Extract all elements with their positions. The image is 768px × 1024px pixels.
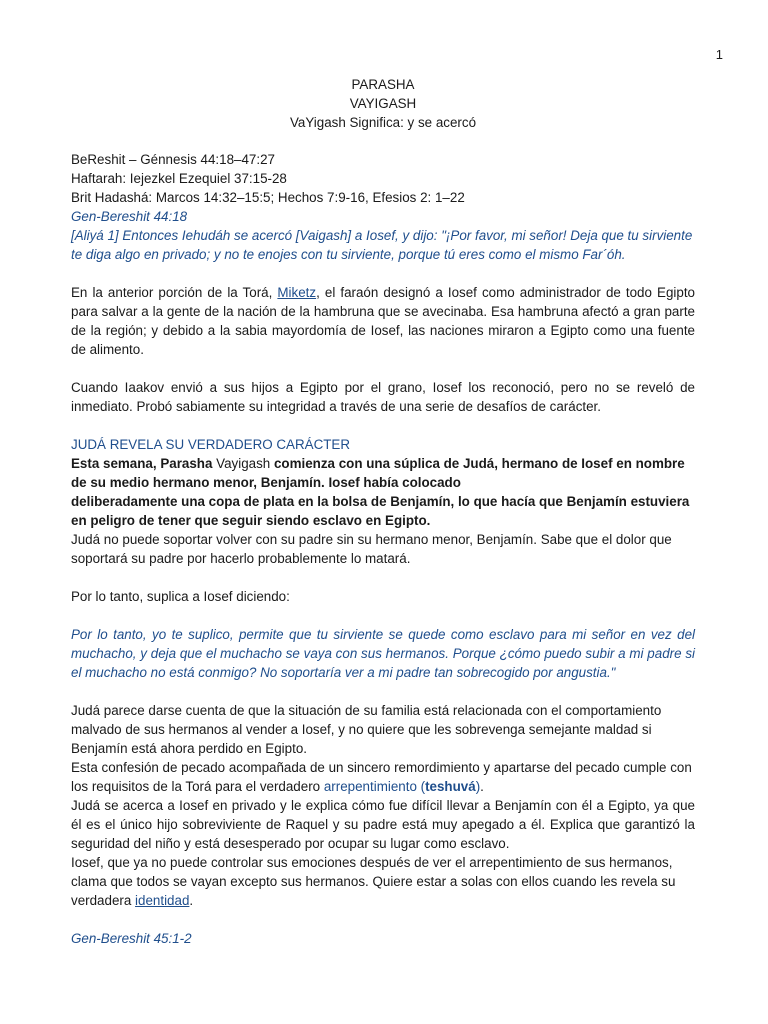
- paragraph-bold-intro: [71, 454, 695, 492]
- arrepentimiento-word: arrepentimiento (: [323, 779, 426, 794]
- paragraph-identidad: [71, 853, 695, 910]
- paragraph-juda-padre: Judá no puede soportar volver con su padre sin su hermano menor, Benjamín. Sabe que el dolor que soportará su padre por hacerlo probablemente lo matará.: [71, 532, 672, 566]
- section-heading: JUDÁ REVELA SU VERDADERO CARÁCTER: [71, 437, 351, 452]
- miketz-link[interactable]: Miketz: [277, 285, 317, 300]
- paragraph-confesion: [71, 758, 695, 796]
- reading-bereshit: BeReshit – Génnesis 44:18–47:27: [71, 152, 275, 167]
- title-parasha: PARASHA: [351, 77, 415, 92]
- title-meaning: VaYigash Significa: y se acercó: [289, 115, 477, 130]
- title-block: [71, 75, 695, 132]
- document-body: [71, 75, 695, 948]
- paragraph-miketz-after: , el faraón designó a Iosef como administrador de todo Egipto para salvar a la gente de la nación de la hambruna que se avecinaba. Esa hambruna afectó a gran parte de la región; y debido a la sabia mayordomía de Iosef, las naciones miraron a Egipto como una fuente de alimento.: [71, 285, 695, 357]
- identidad-link[interactable]: identidad: [135, 893, 190, 908]
- verse-text-2: Por lo tanto, yo te suplico, permite que tu sirviente se quede como esclavo para mi señor en vez del muchacho, y deja que el muchacho se vaya con sus hermanos. Porque ¿cómo puedo subir a mi padre si el muchacho no está conmigo? No soportaría ver a mi padre tan sobrecogido por angustia.": [71, 627, 695, 680]
- verse-text-1: [Aliyá 1] Entonces Iehudáh se acercó [Vaigash] a Iosef, y dijo: "¡Por favor, mi señor! Deja que tu sirviente te diga algo en privado; y no te enojes con tu sirviente, porque tú eres como el mismo Far´óh.: [71, 228, 693, 262]
- reading-haftarah: Haftarah: Iejezkel Ezequiel 37:15-28: [71, 171, 287, 186]
- readings-list: [71, 150, 695, 207]
- paragraph-bold-copa: deliberadamente una copa de plata en la bolsa de Benjamín, lo que hacía que Benjamín estuviera en peligro de tener que seguir siendo esclavo en Egipto.: [71, 494, 690, 528]
- paragraph-miketz-before: En la anterior porción de la Torá,: [71, 285, 278, 300]
- term-close: ): [475, 779, 481, 794]
- paragraph-juda-situacion: Judá parece darse cuenta de que la situación de su familia está relacionada con el comportamiento malvado de sus hermanos al vender a Iosef, y no quiere que les sobrevenga semejante maldad si Benjamín está ahora perdido en Egipto.: [71, 703, 662, 756]
- paragraph-suplica: Por lo tanto, suplica a Iosef diciendo:: [71, 589, 290, 604]
- bold-text-1: Esta semana, Parasha: [71, 456, 217, 471]
- paragraph-privado: Judá se acerca a Iosef en privado y le explica cómo fue difícil llevar a Benjamín con él a Egipto, ya que él es el único hijo sobreviviente de Raquel y su padre está muy apegado a él. Explica que garantizó la seguridad del niño y está desesperado por ocupar su lugar como esclavo.: [71, 798, 695, 851]
- verse-reference-1: Gen-Bereshit 44:18: [71, 209, 188, 224]
- paragraph-miketz: [71, 283, 695, 359]
- page-number: 1: [715, 47, 723, 62]
- identidad-after: .: [189, 893, 194, 908]
- reading-brit: Brit Hadashá: Marcos 14:32–15:5; Hechos 7:9-16, Efesios 2: 1–22: [71, 190, 465, 205]
- confesion-text: Esta confesión de pecado acompañada de un sincero remordimiento y apartarse del pecado cumple con los requisitos de la Torá para el verdadero: [71, 760, 692, 794]
- paragraph-iaakov: Cuando Iaakov envió a sus hijos a Egipto por el grano, Iosef los reconoció, pero no se reveló de inmediato. Probó sabiamente su integridad a través de una serie de desafíos de carácter.: [71, 380, 695, 414]
- title-vayigash: VAYIGASH: [349, 96, 417, 111]
- teshuva-word: teshuvá: [425, 779, 476, 794]
- arrepentimiento-term: [324, 779, 480, 794]
- parasha-name-text: Vayigash: [216, 456, 274, 471]
- identidad-before: Iosef, que ya no puede controlar sus emociones después de ver el arrepentimiento de sus hermanos, clama que todos se vayan excepto sus hermanos. Quiere estar a solas con ellos cuando les revela su verdadera: [71, 855, 676, 908]
- bold-text-2: comienza con una súplica de Judá, hermano de Iosef en nombre de su medio hermano menor, Benjamín. Iosef había colocado: [71, 456, 685, 490]
- confesion-end: .: [480, 779, 484, 794]
- verse-reference-3: Gen-Bereshit 45:1-2: [71, 931, 192, 946]
